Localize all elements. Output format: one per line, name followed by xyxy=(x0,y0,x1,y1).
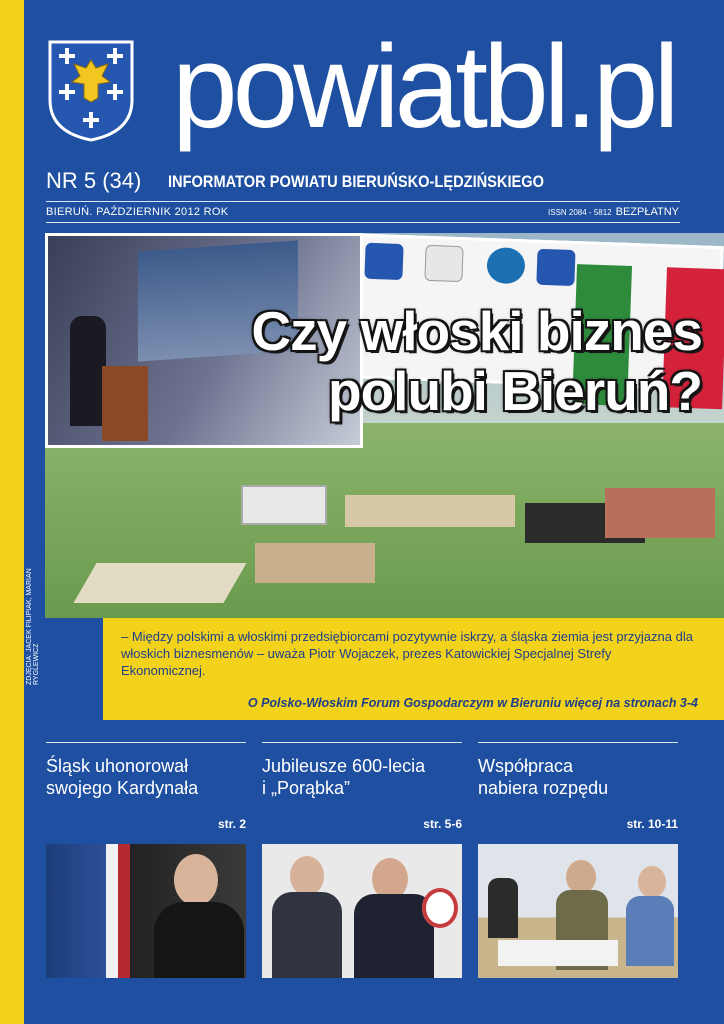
headline-line-2: polubi Bieruń? xyxy=(327,360,702,422)
issn: ISSN 2084 - 5812 xyxy=(548,208,612,217)
teaser-2[interactable] xyxy=(262,742,462,831)
teaser-title: Jubileusze 600-lecia i „Porąbka” xyxy=(262,756,426,798)
cover-page xyxy=(24,0,724,1024)
teaser-page-ref: str. 5-6 xyxy=(423,817,462,831)
lead-caption-box xyxy=(103,618,724,720)
teaser-page-ref: str. 10-11 xyxy=(626,817,678,831)
coat-of-arms-icon xyxy=(48,40,134,142)
masthead-title: powiatbl.pl xyxy=(172,21,675,153)
masthead-subtitle: INFORMATOR POWIATU BIERUŃSKO-LĘDZIŃSKIEGO xyxy=(168,172,545,191)
place-date: BIERUŃ. PAŹDZIERNIK 2012 ROK xyxy=(46,206,229,218)
teaser-1[interactable] xyxy=(46,742,246,831)
teaser-page-ref: str. 2 xyxy=(217,817,246,831)
photo-credit: ZDJĘCIA: JACEK FILIPIAK, MARIAN RYGLEWICZ xyxy=(26,568,40,685)
teaser-photo-cardinal xyxy=(46,844,246,978)
podium xyxy=(102,366,148,441)
issue-number: NR 5 (34) xyxy=(46,168,142,193)
lead-text: – Między polskimi a włoskimi przedsiębiorcami pozytywnie iskrzy, a śląska ziemia jest przyjazna dla włoskich biznesmenów – uważa Piotr Wojaczek, prezes Katowickiej Specjalnej Strefy Ekonomicznej. xyxy=(121,629,693,678)
headline-line-1: Czy włoski biznes xyxy=(251,300,702,362)
header-rule-bottom xyxy=(46,222,680,223)
teaser-photo-handshake xyxy=(262,844,462,978)
factory-building xyxy=(241,485,327,525)
yellow-side-strip xyxy=(0,0,24,1024)
hero-photo xyxy=(45,233,724,618)
teaser-title: Śląsk uhonorował swojego Kardynała xyxy=(46,756,199,798)
header-rule-top xyxy=(46,201,680,202)
issn-price xyxy=(548,206,679,218)
speaker-figure xyxy=(70,316,106,426)
teaser-title: Współpraca nabiera rozpędu xyxy=(478,756,609,798)
teaser-photo-workshop xyxy=(478,844,678,978)
lead-more-link[interactable]: O Polsko-Włoskim Forum Gospodarczym w Bieruniu więcej na stronach 3-4 xyxy=(247,696,698,710)
teaser-3[interactable] xyxy=(478,742,678,831)
price-label: BEZPŁATNY xyxy=(615,206,679,218)
